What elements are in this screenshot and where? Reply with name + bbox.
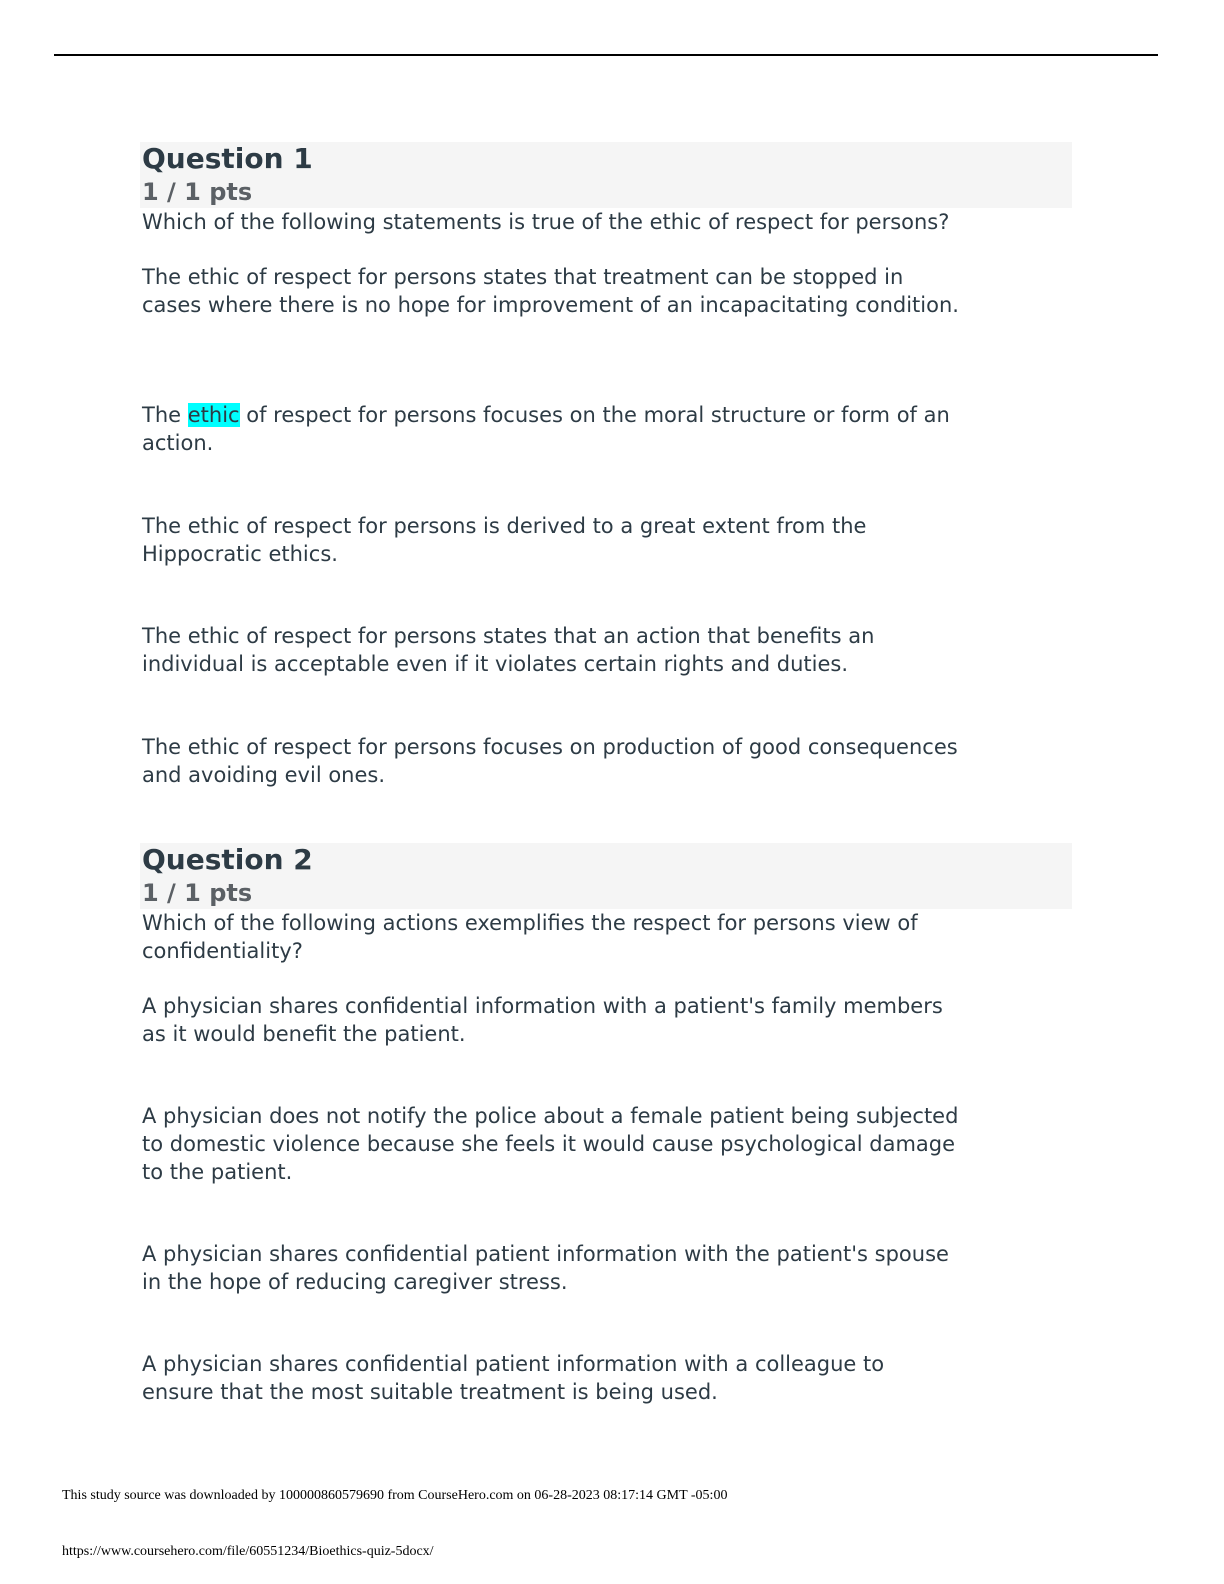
answer-option-5[interactable]: The ethic of respect for persons focuses on production of good consequences and avoiding evil ones.: [142, 735, 958, 787]
answer-option-2[interactable]: A physician does not notify the police about a female patient being subjected to domestic violence because she feels it would cause psychological damage to the patient.: [142, 1104, 959, 1184]
answer-text-post: of respect for persons focuses on the moral structure or form of an action.: [142, 403, 950, 455]
answer-option-3[interactable]: The ethic of respect for persons is derived to a great extent from the Hippocratic ethics.: [142, 514, 867, 566]
answer-option-1[interactable]: The ethic of respect for persons states that treatment can be stopped in cases where there is no hope for improvement of an incapacitating condition.: [142, 265, 959, 317]
question-2: [142, 843, 1072, 1404]
answer-text-pre: The: [142, 403, 188, 427]
question-points: 1 / 1 pts: [142, 178, 253, 206]
question-title: Question 1: [142, 142, 313, 175]
answer-option-4[interactable]: The ethic of respect for persons states that an action that benefits an individual is acceptable even if it violates certain rights and duties.: [142, 624, 875, 676]
download-notice: This study source was downloaded by 100000860579690 from CourseHero.com on 06-28-2023 08:17:14 GMT -05:00: [62, 1488, 728, 1503]
question-title: Question 2: [142, 843, 313, 876]
answer-option-3[interactable]: A physician shares confidential patient information with the patient's spouse in the hope of reducing caregiver stress.: [142, 1242, 949, 1294]
question-header: [140, 142, 1072, 208]
question-text: Which of the following statements is true of the ethic of respect for persons?: [142, 210, 950, 234]
answer-option-2[interactable]: [142, 401, 1072, 457]
question-1: [142, 142, 1072, 787]
source-url[interactable]: https://www.coursehero.com/file/60551234/Bioethics-quiz-5docx/: [62, 1544, 434, 1559]
question-points: 1 / 1 pts: [142, 879, 253, 907]
question-header: [140, 843, 1072, 909]
answer-option-4[interactable]: A physician shares confidential patient information with a colleague to ensure that the most suitable treatment is being used.: [142, 1352, 885, 1404]
answer-option-1[interactable]: A physician shares confidential information with a patient's family members as it would benefit the patient.: [142, 994, 943, 1046]
search-highlight: ethic: [187, 403, 240, 427]
top-rule: [54, 54, 1158, 56]
question-text: Which of the following actions exemplifies the respect for persons view of confidentiality?: [142, 911, 918, 963]
